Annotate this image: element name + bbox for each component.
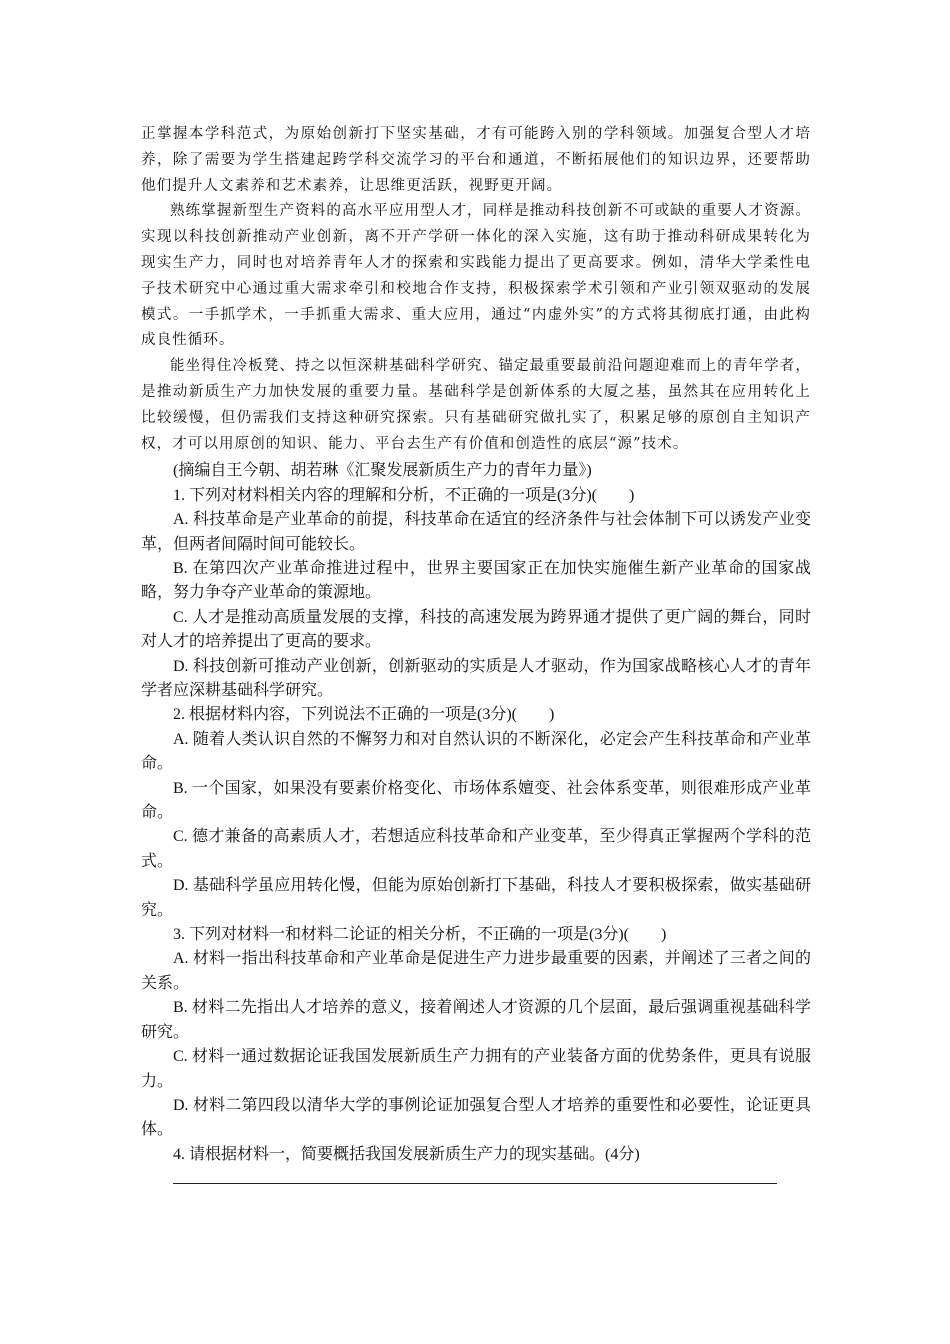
answer-line[interactable] (173, 1183, 777, 1184)
question-4-stem: 4. 请根据材料一，简要概括我国发展新质生产力的现实基础。(4分) (173, 1145, 640, 1163)
question-3-option-b[interactable]: B. 材料二先指出人才培养的意义，接着阐述人才资源的几个层面，最后强调重视基础科学研究。 (141, 999, 811, 1041)
question-1-option-c[interactable]: C. 人才是推动高质量发展的支撑，科技的高速发展为跨界通才提供了更广阔的舞台，同时对人才的培养提出了更高的要求。 (141, 608, 811, 651)
passage-source: (摘编自王今朝、胡若琳《汇聚发展新质生产力的青年力量》) (173, 462, 592, 480)
question-1-option-d[interactable]: D. 科技创新可推动产业创新，创新驱动的实质是人才驱动，作为国家战略核心人才的青年学者应深耕基础科学研究。 (141, 657, 811, 700)
passage-paragraph: 熟练掌握新型生产资料的高水平应用型人才，同样是推动科技创新不可或缺的重要人才资源。实现以科技创新推动产业创新，离不开产学研一体化的深入实施，这有助于推动科研成果转化为现实生产力，同时也对培养青年人才的探索和实践能力提出了更高要求。例如，清华大学柔性电子技术研究中心通过重大需求牵引和校地合作支持，积极探索学术引领和产业引领双驱动的发展模式。一手抓学术，一手抓重大需求、重大应用，通过“内虚外实”的方式将其彻底打通，由此构成良性循环。 (141, 203, 811, 349)
question-1-option-b[interactable]: B. 在第四次产业革命推进过程中，世界主要国家正在加快实施催生新产业革命的国家战略，努力争夺产业革命的策源地。 (141, 559, 811, 602)
question-2-option-a[interactable]: A. 随着人类认识自然的不懈努力和对自然认识的不断深化，必定会产生科技革命和产业革命。 (141, 730, 811, 773)
question-2-option-d[interactable]: D. 基础科学虽应用转化慢，但能为原始创新打下基础，科技人才要积极探索，做实基础研究。 (141, 877, 811, 919)
question-2-option-c[interactable]: C. 德才兼备的高素质人才，若想适应科技革命和产业变革，至少得真正掌握两个学科的范式。 (141, 828, 811, 870)
passage-paragraph: 正掌握本学科范式，为原始创新打下坚实基础，才有可能跨入别的学科领域。加强复合型人才培养，除了需要为学生搭建起跨学科交流学习的平台和通道，不断拓展他们的知识边界，还要帮助他们提升人文素养和艺术素养，让思维更活跃，视野更开阔。 (141, 126, 811, 194)
question-1-stem: 1. 下列对材料相关内容的理解和分析，不正确的一项是(3分)( ) (173, 486, 635, 504)
question-3-option-c[interactable]: C. 材料一通过数据论证我国发展新质生产力拥有的产业装备方面的优势条件，更具有说服力。 (141, 1048, 811, 1090)
passage-paragraph: 能坐得住冷板凳、持之以恒深耕基础科学研究、锚定最重要最前沿问题迎难而上的青年学者，是推动新质生产力加快发展的重要力量。基础科学是创新体系的大厦之基，虽然其在应用转化上比较缓慢，但仍需我们支持这种研究探索。只有基础研究做扎实了，积累足够的原创自主知识产权，才可以用原创的知识、能力、平台去生产有价值和创造性的底层“源”技术。 (141, 358, 811, 452)
question-3-option-d[interactable]: D. 材料二第四段以清华大学的事例论证加强复合型人才培养的重要性和必要性，论证更具体。 (141, 1096, 811, 1139)
reading-passage (141, 122, 811, 457)
question-3-option-a[interactable]: A. 材料一指出科技革命和产业革命是促进生产力进步最重要的因素，并阐述了三者之间的关系。 (141, 950, 811, 992)
question-section (141, 459, 811, 1184)
question-2-option-b[interactable]: B. 一个国家，如果没有要素价格变化、市场体系嬗变、社会体系变革，则很难形成产业革命。 (141, 779, 811, 822)
question-3-stem: 3. 下列对材料一和材料二论证的相关分析，不正确的一项是(3分)( ) (173, 926, 667, 944)
question-1-option-a[interactable]: A. 科技革命是产业革命的前提，科技革命在适宜的经济条件与社会体制下可以诱发产业变革，但两者间隔时间可能较长。 (141, 511, 811, 553)
question-2-stem: 2. 根据材料内容，下列说法不正确的一项是(3分)( ) (173, 706, 555, 724)
document-page (141, 122, 811, 1184)
